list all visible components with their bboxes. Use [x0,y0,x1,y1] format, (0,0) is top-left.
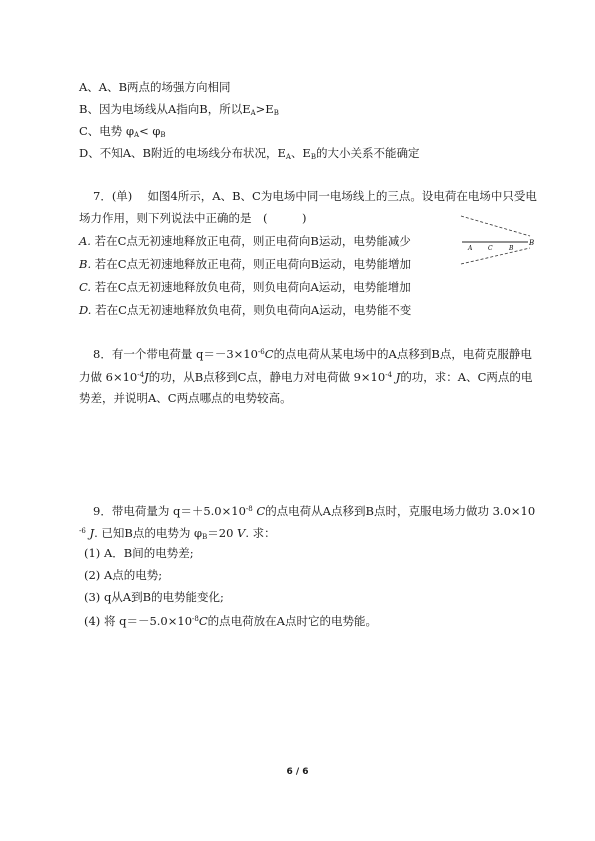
q8-line2-unit: J [144,370,149,384]
q6-option-d-post: 的大小关系不能确定 [316,146,420,160]
q7-option-d-text: 若在C点无初速地释放负电荷，则负电荷向A运动，电势能不变 [95,303,412,317]
q8-line2-post: 的功，求：A、C两点的电 [400,370,533,384]
q7-option-a-text: 若在C点无初速地释放正电荷，则正电荷向B运动，电势能减少 [94,234,411,248]
q6-option-c-sub-b: B [160,131,166,139]
q9-line2-sub: B [202,533,208,541]
q6-option-b-sub-b: B [273,109,279,117]
q6-option-b-sub-a: A [250,109,256,117]
q8-line2-exp: -4 [137,371,145,379]
q7-option-c-letter: C. [79,280,92,294]
q8-line2-unit2: J [395,370,401,384]
q8-line1-exp: -6 [257,348,265,356]
q6-option-c [79,124,166,142]
q7-option-b [79,257,411,271]
q7-option-c [79,280,411,294]
q9-subquestion-1: (1) A．B间的电势差; [84,546,194,560]
page-number: 6 / 6 [286,767,309,777]
q6-option-d-sub-b: B [310,153,316,161]
q8-line2-mid: 的功，从B点移到C点，静电力对电荷做 9×10 [148,370,386,384]
q8-line1-pre: 8．有一个带电荷量 q＝－3×10 [93,347,258,361]
q6-option-c-sub-a: A [134,131,140,139]
q8-line2-pre: 力做 6×10 [79,370,138,384]
q6-option-d-mid: 、E [290,146,311,160]
point-c-label: C [488,245,493,252]
q6-option-d [79,146,420,164]
q7-stem-line1: 7．(单) 如图4所示，A、B、C为电场中同一电场线上的三点。设电荷在电场中只受电 [93,189,537,203]
q9-line2 [79,524,276,544]
q8-line3: 势差，并说明A、C两点哪点的电势较高。 [79,391,292,405]
q9-subquestion-3: (3) q从A到B的电势能变化; [84,590,224,604]
point-b-label: B [529,239,535,247]
q7-option-b-letter: B. [79,257,92,271]
point-b-inner-label: B [509,245,514,252]
q9-subquestion-4 [84,612,377,628]
q9-line1-pre: 9．带电荷量为 q＝＋5.0×10 [93,504,246,518]
q8-line1 [93,345,532,361]
q7-stem-line2: 场力作用，则下列说法中正确的是 ( ) [79,211,307,225]
q6-option-a: A、A、B两点的场强方向相同 [79,80,231,94]
q9-subquestion-4-post: 的点电荷放在A点时它的电势能。 [207,614,377,628]
q7-option-c-text: 若在C点无初速地释放负电荷，则负电荷向A运动，电势能增加 [94,280,411,294]
q9-line1-unit: C [256,504,266,518]
q6-option-c-mid: < φ [139,124,161,138]
q9-line1-exp: -8 [245,505,253,513]
q7-option-a [79,234,411,248]
q7-option-a-letter: A. [79,234,91,248]
field-line-figure [458,214,540,270]
q6-option-b [79,102,279,120]
q9-line2-value: ＝20 [207,526,234,540]
q6-option-c-text: C、电势 φ [79,124,135,138]
q7-option-b-text: 若在C点无初速地释放正电荷，则正电荷向B运动，电势能增加 [94,257,412,271]
q9-line2-post: . 求： [245,526,276,540]
point-a-label: A [468,245,473,252]
q9-subquestion-4-pre: (4) 将 q＝－5.0×10 [84,614,193,628]
q9-subquestion-4-unit: C [198,614,208,628]
q8-line2-exp2: -4 [385,371,393,379]
q6-option-b-text: B、因为电场线从A指向B，所以E [79,102,251,116]
q6-option-b-mid: >E [255,102,274,116]
q9-line1 [93,502,535,518]
q9-line2-unit2: V [237,526,246,540]
q8-line1-unit: C [264,347,274,361]
q9-line2-mid: . 已知B点的电势为 φ [94,526,203,540]
q9-line2-exp: -6 [79,527,86,535]
upper-dashed-field-line [461,216,530,236]
q6-option-d-sub-a: A [285,153,291,161]
q9-subquestion-2: (2) A点的电势; [84,568,163,582]
q9-line2-unit: J [89,526,95,540]
q9-line1-post: 的点电荷从A点移到B点时，克服电场力做功 3.0×10 [265,504,536,518]
q6-option-d-text: D、不知A、B附近的电场线分布状况，E [79,146,286,160]
q7-option-d [79,303,411,317]
q8-line1-post: 的点电荷从某电场中的A点移到B点，电荷克服静电 [273,347,532,361]
q8-line2 [79,368,532,384]
q7-option-d-letter: D. [79,303,92,317]
q9-subquestion-4-exp: -8 [192,615,199,623]
